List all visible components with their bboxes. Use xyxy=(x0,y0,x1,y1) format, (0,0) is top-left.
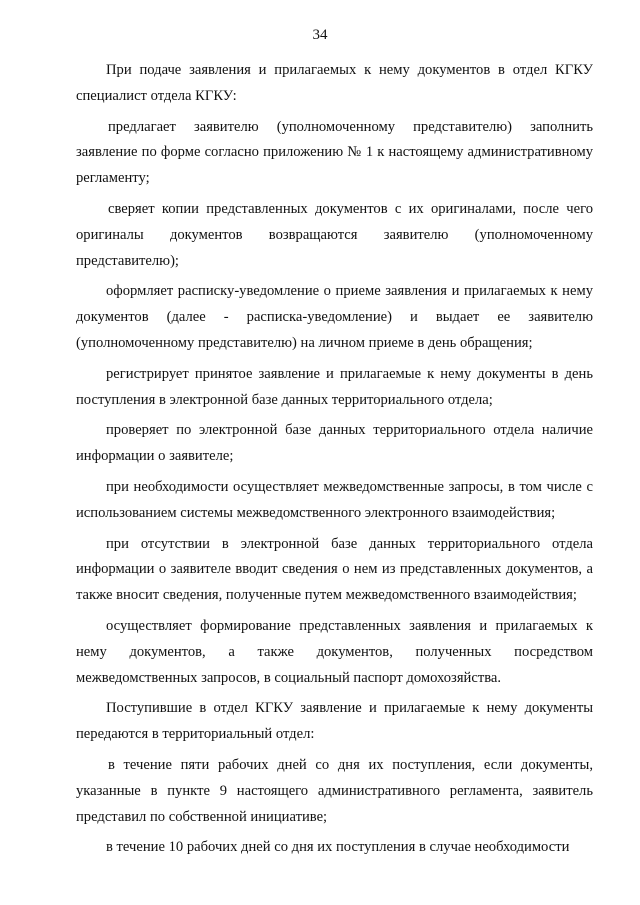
paragraph-intro: При подаче заявления и прилагаемых к нему документов в отдел КГКУ специалист отдела КГКУ: xyxy=(76,62,593,104)
paragraph-issue-receipt: оформляет расписку-уведомление о приеме заявления и прилагаемых к нему документов (далее - расписка-уведомление) и выдает ее заявителю (уполномоченному представителю) на личном приеме в день обращения; xyxy=(76,283,593,351)
document-body xyxy=(76,58,593,866)
paragraph-interagency-requests: при необходимости осуществляет межведомственные запросы, в том числе с использованием системы межведомственного электронного взаимодействия; xyxy=(76,478,593,521)
paragraph-verify-copies: сверяет копии представленных документов с их оригиналами, после чего оригиналы документов возвращаются заявителю (уполномоченному представителю); xyxy=(76,200,593,269)
paragraph-form-passport: осуществляет формирование представленных заявления и прилагаемых к нему документов, а также документов, полученных посредством межведомственных запросов, в социальный паспорт домохозяйства. xyxy=(76,617,593,686)
paragraph-five-days: в течение пяти рабочих дней со дня их поступления, если документы, указанные в пункте 9 настоящего административного регламента, заявитель представил по собственной инициативе; xyxy=(76,756,593,825)
paragraph-check-database: проверяет по электронной базе данных территориального отдела наличие информации о заявителе; xyxy=(76,422,593,465)
page-number: 34 xyxy=(312,27,328,43)
paragraph-transfer: Поступившие в отдел КГКУ заявление и прилагаемые к нему документы передаются в территориальный отдел: xyxy=(76,700,593,743)
paragraph-register: регистрирует принятое заявление и прилагаемые к нему документы в день поступления в электронной базе данных территориального отдела; xyxy=(76,365,593,408)
paragraph-ten-days: в течение 10 рабочих дней со дня их поступления в случае необходимости xyxy=(106,839,570,856)
paragraph-offer-form: предлагает заявителю (уполномоченному представителю) заполнить заявление по форме согласно приложению № 1 к настоящему административному регламенту; xyxy=(76,118,593,187)
paragraph-enter-data: при отсутствии в электронной базе данных территориального отдела информации о заявителе вводит сведения о нем из представленных документов, а также вносит сведения, полученные путем межведомственного взаимодействия; xyxy=(76,535,593,604)
